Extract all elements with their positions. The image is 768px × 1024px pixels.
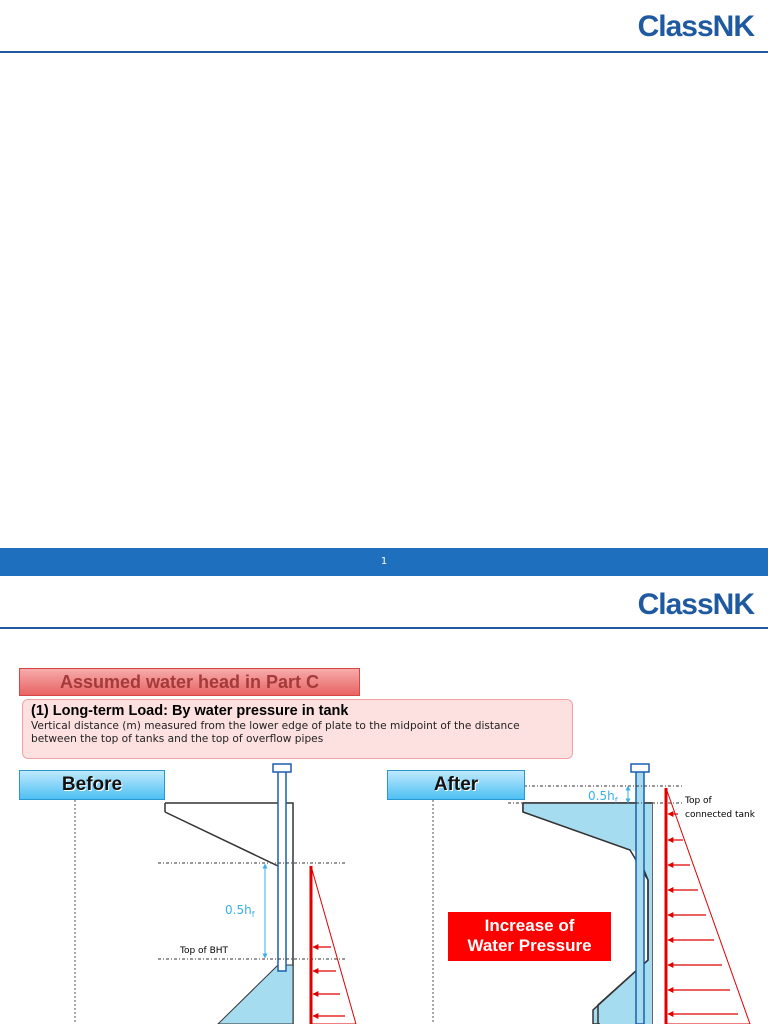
after-pressure-arrows bbox=[668, 814, 738, 1014]
after-overflow-pipe bbox=[636, 771, 644, 1024]
description-heading: (1) Long-term Load: By water pressure in tank bbox=[31, 703, 349, 719]
after-top-label-1: Top of bbox=[685, 796, 712, 806]
page-number: 1 bbox=[380, 556, 388, 567]
after-label: After bbox=[387, 770, 525, 800]
description-text: Vertical distance (m) measured from the lower edge of plate to the midpoint of the distance between the top of tanks and the top of overflow pipes bbox=[31, 720, 520, 745]
before-label: Before bbox=[19, 770, 165, 800]
classnk-logo: ClassNK bbox=[637, 588, 754, 621]
after-pressure-triangle bbox=[666, 788, 750, 1024]
after-top-label-2: connected tank bbox=[685, 810, 755, 820]
before-pressure-triangle bbox=[311, 866, 356, 1024]
after-head-label: $0.5h_f$ bbox=[588, 789, 618, 805]
before-hopper-line bbox=[165, 812, 278, 866]
section-title: Assumed water head in Part C bbox=[19, 668, 360, 696]
before-head-label: $0.5h_f$ bbox=[225, 903, 255, 919]
increase-pressure-box bbox=[448, 912, 611, 961]
increase-line-1: Increase of bbox=[484, 916, 575, 935]
before-pressure-arrows bbox=[313, 947, 345, 1016]
classnk-logo: ClassNK bbox=[637, 10, 754, 43]
before-top-label: Top of BHT bbox=[180, 946, 229, 956]
before-water bbox=[218, 965, 293, 1024]
increase-line-2: Water Pressure bbox=[467, 936, 592, 955]
after-pipe-cap bbox=[631, 764, 649, 772]
before-overflow-pipe bbox=[278, 771, 286, 971]
before-pipe-cap bbox=[273, 764, 291, 772]
